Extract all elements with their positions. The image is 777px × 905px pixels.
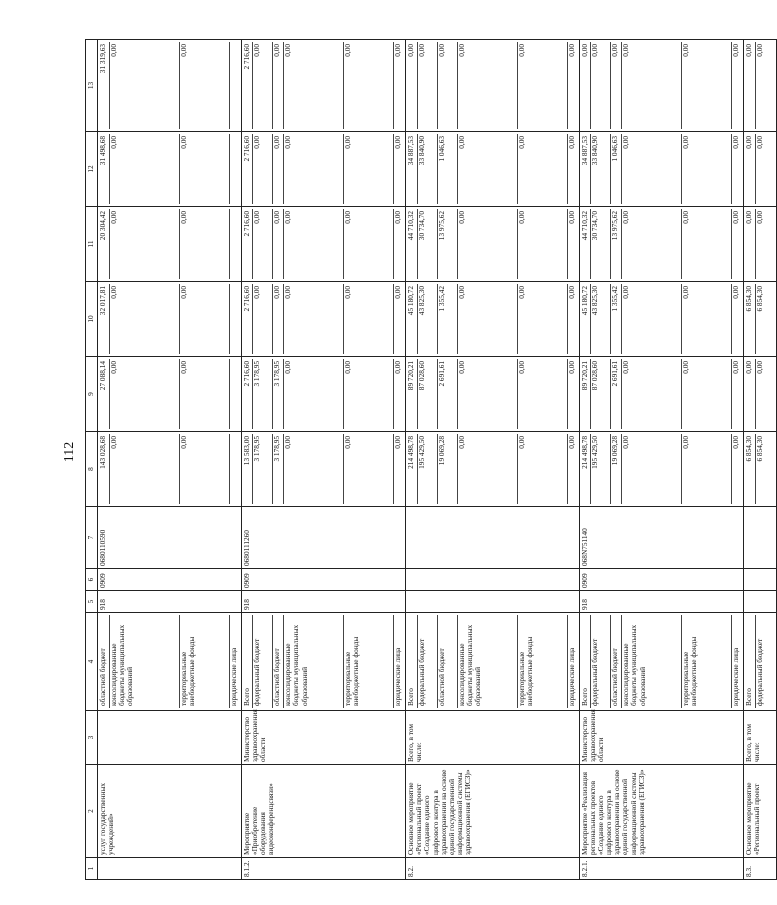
amount-cell [98,132,242,207]
amount-value: 89 720,21 [581,359,592,429]
funding-source: юридические лица [566,647,576,706]
amount-value: 89 720,21 [407,359,418,429]
funding-source: Всего [581,615,592,708]
amount-value: 6 854,30 [754,286,764,312]
funding-source: консолидированные бюджеты муниципальных образований [622,615,682,708]
amount-value: 0,00 [731,44,741,57]
header-cell: 10 [86,282,98,357]
amount-value: 6 854,30 [754,436,764,462]
amount-value: 0,00 [110,434,180,504]
item-number: 8.2. [405,858,579,880]
amount-value: 87 028,60 [418,359,438,429]
amount-cell [98,357,242,432]
code-section: 0909 [579,569,743,591]
amount-value: 0,00 [591,42,611,129]
funding-source: юридические лица [731,647,741,706]
header-cell: 5 [86,591,98,613]
amount-value: 0,00 [566,211,576,224]
amount-cell [579,282,743,357]
funding-source-cell [579,613,743,711]
executor: Всего, в том числе: [743,711,776,765]
amount-value: 0,00 [438,42,458,129]
amount-value: 0,00 [418,42,438,129]
code-section [405,569,579,591]
amount-cell [241,282,405,357]
executor: Всего, в том числе: [405,711,579,765]
amount-value: 0,00 [745,42,756,129]
amount-value: 43 825,30 [418,284,438,354]
header-cell: 11 [86,207,98,282]
amount-value [230,42,240,129]
amount-value: 0,00 [253,134,273,204]
amount-value: 6 854,30 [745,284,756,354]
table-row [98,40,242,880]
amount-value: 0,00 [458,209,518,279]
amount-value: 0,00 [284,209,344,279]
executor [98,711,242,765]
amount-value: 0,00 [731,211,741,224]
amount-value: 2 716,60 [243,209,254,279]
code-grbs [743,591,776,613]
amount-value [230,134,240,204]
funding-source: консолидированные бюджеты муниципальных образований [110,615,180,708]
table-row [241,40,405,880]
executor: Министерство здравоохранения области [241,711,405,765]
amount-value: 0,00 [253,284,273,354]
amount-value: 0,00 [284,359,344,429]
code-csr [743,507,776,569]
header-cell: 8 [86,432,98,507]
amount-value: 0,00 [581,42,592,129]
amount-value: 2 691,61 [611,359,622,429]
item-number [98,858,242,880]
funding-source: консолидированные бюджеты муниципальных образований [284,615,344,708]
code-section: 0909 [241,569,405,591]
amount-value: 214 498,78 [407,434,418,504]
funding-source: Всего [407,615,418,708]
amount-value: 0,00 [393,361,403,374]
amount-value: 0,00 [731,436,741,449]
amount-value: 195 429,50 [418,434,438,504]
amount-value: 0,00 [273,284,284,354]
amount-value: 0,00 [458,134,518,204]
amount-value: 0,00 [273,209,284,279]
amount-value: 0,00 [110,134,180,204]
amount-value: 19 069,28 [611,434,622,504]
amount-value: 2 716,60 [243,42,254,129]
funding-source: областной бюджет [99,615,110,708]
funding-source: областной бюджет [611,615,622,708]
funding-source-cell [405,613,579,711]
funding-source: территориальные внебюджетные фонды [518,615,568,708]
amount-value: 0,00 [682,209,732,279]
amount-value: 0,00 [273,42,284,129]
amount-value: 0,00 [622,209,682,279]
item-number: 8.1.2. [241,858,405,880]
amount-cell [405,432,579,507]
header-cell: 6 [86,569,98,591]
amount-value: 30 734,70 [418,209,438,279]
amount-value: 0,00 [253,209,273,279]
funding-source-cell [743,613,776,711]
amount-value: 2 716,60 [243,134,254,204]
amount-value: 1 355,42 [611,284,622,354]
amount-cell [743,432,776,507]
funding-source: Всего [745,615,756,708]
code-grbs: 918 [579,591,743,613]
amount-value: 6 854,30 [745,434,756,504]
amount-value: 0,00 [458,359,518,429]
amount-value: 0,00 [682,434,732,504]
amount-cell [743,207,776,282]
amount-value: 0,00 [611,42,622,129]
amount-value: 0,00 [407,42,418,129]
amount-value: 0,00 [518,134,568,204]
amount-value: 0,00 [253,42,273,129]
header-cell: 1 [86,858,98,880]
funding-source-cell [241,613,405,711]
amount-value [230,284,240,354]
amount-value [230,434,240,504]
amount-value: 1 046,63 [438,134,458,204]
amount-value: 20 304,42 [99,209,110,279]
amount-value: 0,00 [731,361,741,374]
amount-cell [241,357,405,432]
funding-source: территориальные внебюджетные фонды [682,615,732,708]
amount-value: 34 887,53 [581,134,592,204]
amount-value [230,209,240,279]
amount-cell [241,432,405,507]
amount-value: 13 583,00 [243,434,254,504]
funding-source: федеральный бюджет [418,615,438,708]
measure-name: Основное мероприятие «Региональный проект «Создание единого цифрового контура в здравоохранении на основе единой государственной информационной системы здравоохранения (ЕГИСЗ)» [405,765,579,858]
funding-source: территориальные внебюджетные фонды [180,615,230,708]
amount-cell [98,432,242,507]
amount-cell [405,282,579,357]
funding-source: юридические лица [393,647,403,706]
amount-value: 143 028,68 [99,434,110,504]
amount-value [230,359,240,429]
funding-source: областной бюджет [273,615,284,708]
amount-value: 31 319,63 [99,42,110,129]
amount-value: 0,00 [458,434,518,504]
code-csr: 068N751140 [579,507,743,569]
amount-value: 2 716,60 [243,359,254,429]
amount-value: 0,00 [622,284,682,354]
amount-value: 0,00 [344,134,394,204]
amount-value: 0,00 [566,361,576,374]
rotated-page [85,44,764,880]
amount-cell [579,132,743,207]
amount-value: 0,00 [284,284,344,354]
code-section: 0909 [98,569,242,591]
amount-value: 0,00 [682,284,732,354]
amount-value: 0,00 [622,359,682,429]
amount-value: 0,00 [344,42,394,129]
funding-source: федеральный бюджет [754,638,764,706]
header-row [86,40,98,880]
amount-value: 3 178,95 [273,359,284,429]
amount-value: 0,00 [180,359,230,429]
amount-value: 43 825,30 [591,284,611,354]
amount-value: 13 975,62 [438,209,458,279]
amount-value: 31 498,68 [99,134,110,204]
amount-value: 0,00 [110,209,180,279]
amount-cell [579,207,743,282]
amount-value: 0,00 [622,134,682,204]
amount-cell [743,357,776,432]
amount-value: 0,00 [754,136,764,149]
amount-value: 0,00 [180,434,230,504]
amount-value: 1 355,42 [438,284,458,354]
amount-value: 0,00 [754,361,764,374]
amount-value: 0,00 [393,44,403,57]
amount-value: 0,00 [682,42,732,129]
amount-cell [743,40,776,132]
amount-value: 33 840,90 [418,134,438,204]
amount-value: 0,00 [344,209,394,279]
amount-cell [98,207,242,282]
header-cell: 13 [86,40,98,132]
amount-value: 214 498,78 [581,434,592,504]
amount-value: 32 017,81 [99,284,110,354]
amount-value: 0,00 [180,42,230,129]
amount-value: 0,00 [518,284,568,354]
amount-cell [405,132,579,207]
amount-value: 2 691,61 [438,359,458,429]
amount-cell [579,357,743,432]
amount-value: 0,00 [180,209,230,279]
amount-value: 0,00 [731,136,741,149]
amount-value: 30 734,70 [591,209,611,279]
amount-cell [241,207,405,282]
amount-cell [98,40,242,132]
amount-value: 45 180,72 [581,284,592,354]
executor: Министерство здравоохранения области [579,711,743,765]
header-cell: 7 [86,507,98,569]
amount-value: 2 716,60 [243,284,254,354]
amount-value: 0,00 [745,134,756,204]
amount-value: 0,00 [344,434,394,504]
amount-value: 1 046,63 [611,134,622,204]
measure-name: Основное мероприятие «Региональный проект [743,765,776,858]
amount-value: 0,00 [273,134,284,204]
amount-cell [405,40,579,132]
amount-value: 0,00 [110,359,180,429]
amount-cell [743,282,776,357]
amount-value: 0,00 [344,359,394,429]
code-grbs: 918 [98,591,242,613]
amount-value: 0,00 [518,42,568,129]
code-csr [405,507,579,569]
table-row [743,40,776,880]
amount-value: 0,00 [745,359,756,429]
amount-value: 0,00 [518,209,568,279]
header-cell: 12 [86,132,98,207]
funding-source: федеральный бюджет [253,615,273,708]
amount-value: 44 710,32 [407,209,418,279]
funding-source: консолидированные бюджеты муниципальных образований [458,615,518,708]
amount-value: 0,00 [518,359,568,429]
amount-cell [579,432,743,507]
amount-value: 3 178,95 [253,434,273,504]
item-number: 8.3. [743,858,776,880]
amount-value: 0,00 [754,211,764,224]
item-number: 8.2.1. [579,858,743,880]
amount-value: 0,00 [393,436,403,449]
code-csr: 0680111260 [241,507,405,569]
amount-value: 0,00 [566,136,576,149]
table-row [405,40,579,880]
amount-value: 0,00 [622,42,682,129]
measure-name: Мероприятие «Реализация региональных проектов «Создание единого цифрового контура в здравоохранении на основе единой государственной информационной системы здравоохранения (ЕГИСЗ)» [579,765,743,858]
amount-value: 19 069,28 [438,434,458,504]
amount-cell [743,132,776,207]
amount-value: 0,00 [393,286,403,299]
table-row [579,40,743,880]
amount-value: 45 180,72 [407,284,418,354]
amount-value: 0,00 [344,284,394,354]
amount-value: 13 975,62 [611,209,622,279]
amount-value: 33 840,90 [591,134,611,204]
amount-cell [98,282,242,357]
page-number: 112 [62,441,77,463]
funding-source: Всего [243,615,254,708]
funding-source: федеральный бюджет [591,615,611,708]
amount-value: 0,00 [180,284,230,354]
amount-value: 34 887,53 [407,134,418,204]
amount-value: 0,00 [682,134,732,204]
amount-cell [405,207,579,282]
amount-cell [241,40,405,132]
amount-cell [405,357,579,432]
amount-value: 44 710,32 [581,209,592,279]
measure-name: Мероприятие «Приобретение оборудования видеоконференцсвязи» [241,765,405,858]
amount-value: 0,00 [110,42,180,129]
amount-value: 0,00 [566,436,576,449]
amount-value: 0,00 [393,136,403,149]
table-body [86,40,777,880]
amount-value: 0,00 [284,42,344,129]
code-section [743,569,776,591]
header-cell: 4 [86,613,98,711]
amount-cell [241,132,405,207]
header-cell: 3 [86,711,98,765]
amount-value: 0,00 [284,134,344,204]
amount-value: 0,00 [393,211,403,224]
amount-value: 0,00 [566,44,576,57]
amount-value: 0,00 [622,434,682,504]
amount-value: 0,00 [566,286,576,299]
amount-value: 27 088,14 [99,359,110,429]
amount-cell [579,40,743,132]
amount-value: 0,00 [518,434,568,504]
amount-value: 3 178,95 [253,359,273,429]
amount-value: 87 028,60 [591,359,611,429]
amount-value: 0,00 [745,209,756,279]
amount-value: 0,00 [180,134,230,204]
amount-value: 0,00 [284,434,344,504]
amount-value: 0,00 [682,359,732,429]
funding-source: территориальные внебюджетные фонды [344,615,394,708]
amount-value: 0,00 [458,42,518,129]
code-csr: 0680110590 [98,507,242,569]
amount-value: 3 178,95 [273,434,284,504]
amount-value: 195 429,50 [591,434,611,504]
budget-table [85,39,777,880]
header-cell: 2 [86,765,98,858]
amount-value: 0,00 [458,284,518,354]
measure-name: услуг государственных учреждений» [98,765,242,858]
amount-value: 0,00 [110,284,180,354]
funding-source-cell [98,613,242,711]
funding-source: областной бюджет [438,615,458,708]
amount-value: 0,00 [754,44,764,57]
amount-value: 0,00 [731,286,741,299]
funding-source: юридические лица [228,647,238,706]
code-grbs: 918 [241,591,405,613]
header-cell: 9 [86,357,98,432]
code-grbs [405,591,579,613]
